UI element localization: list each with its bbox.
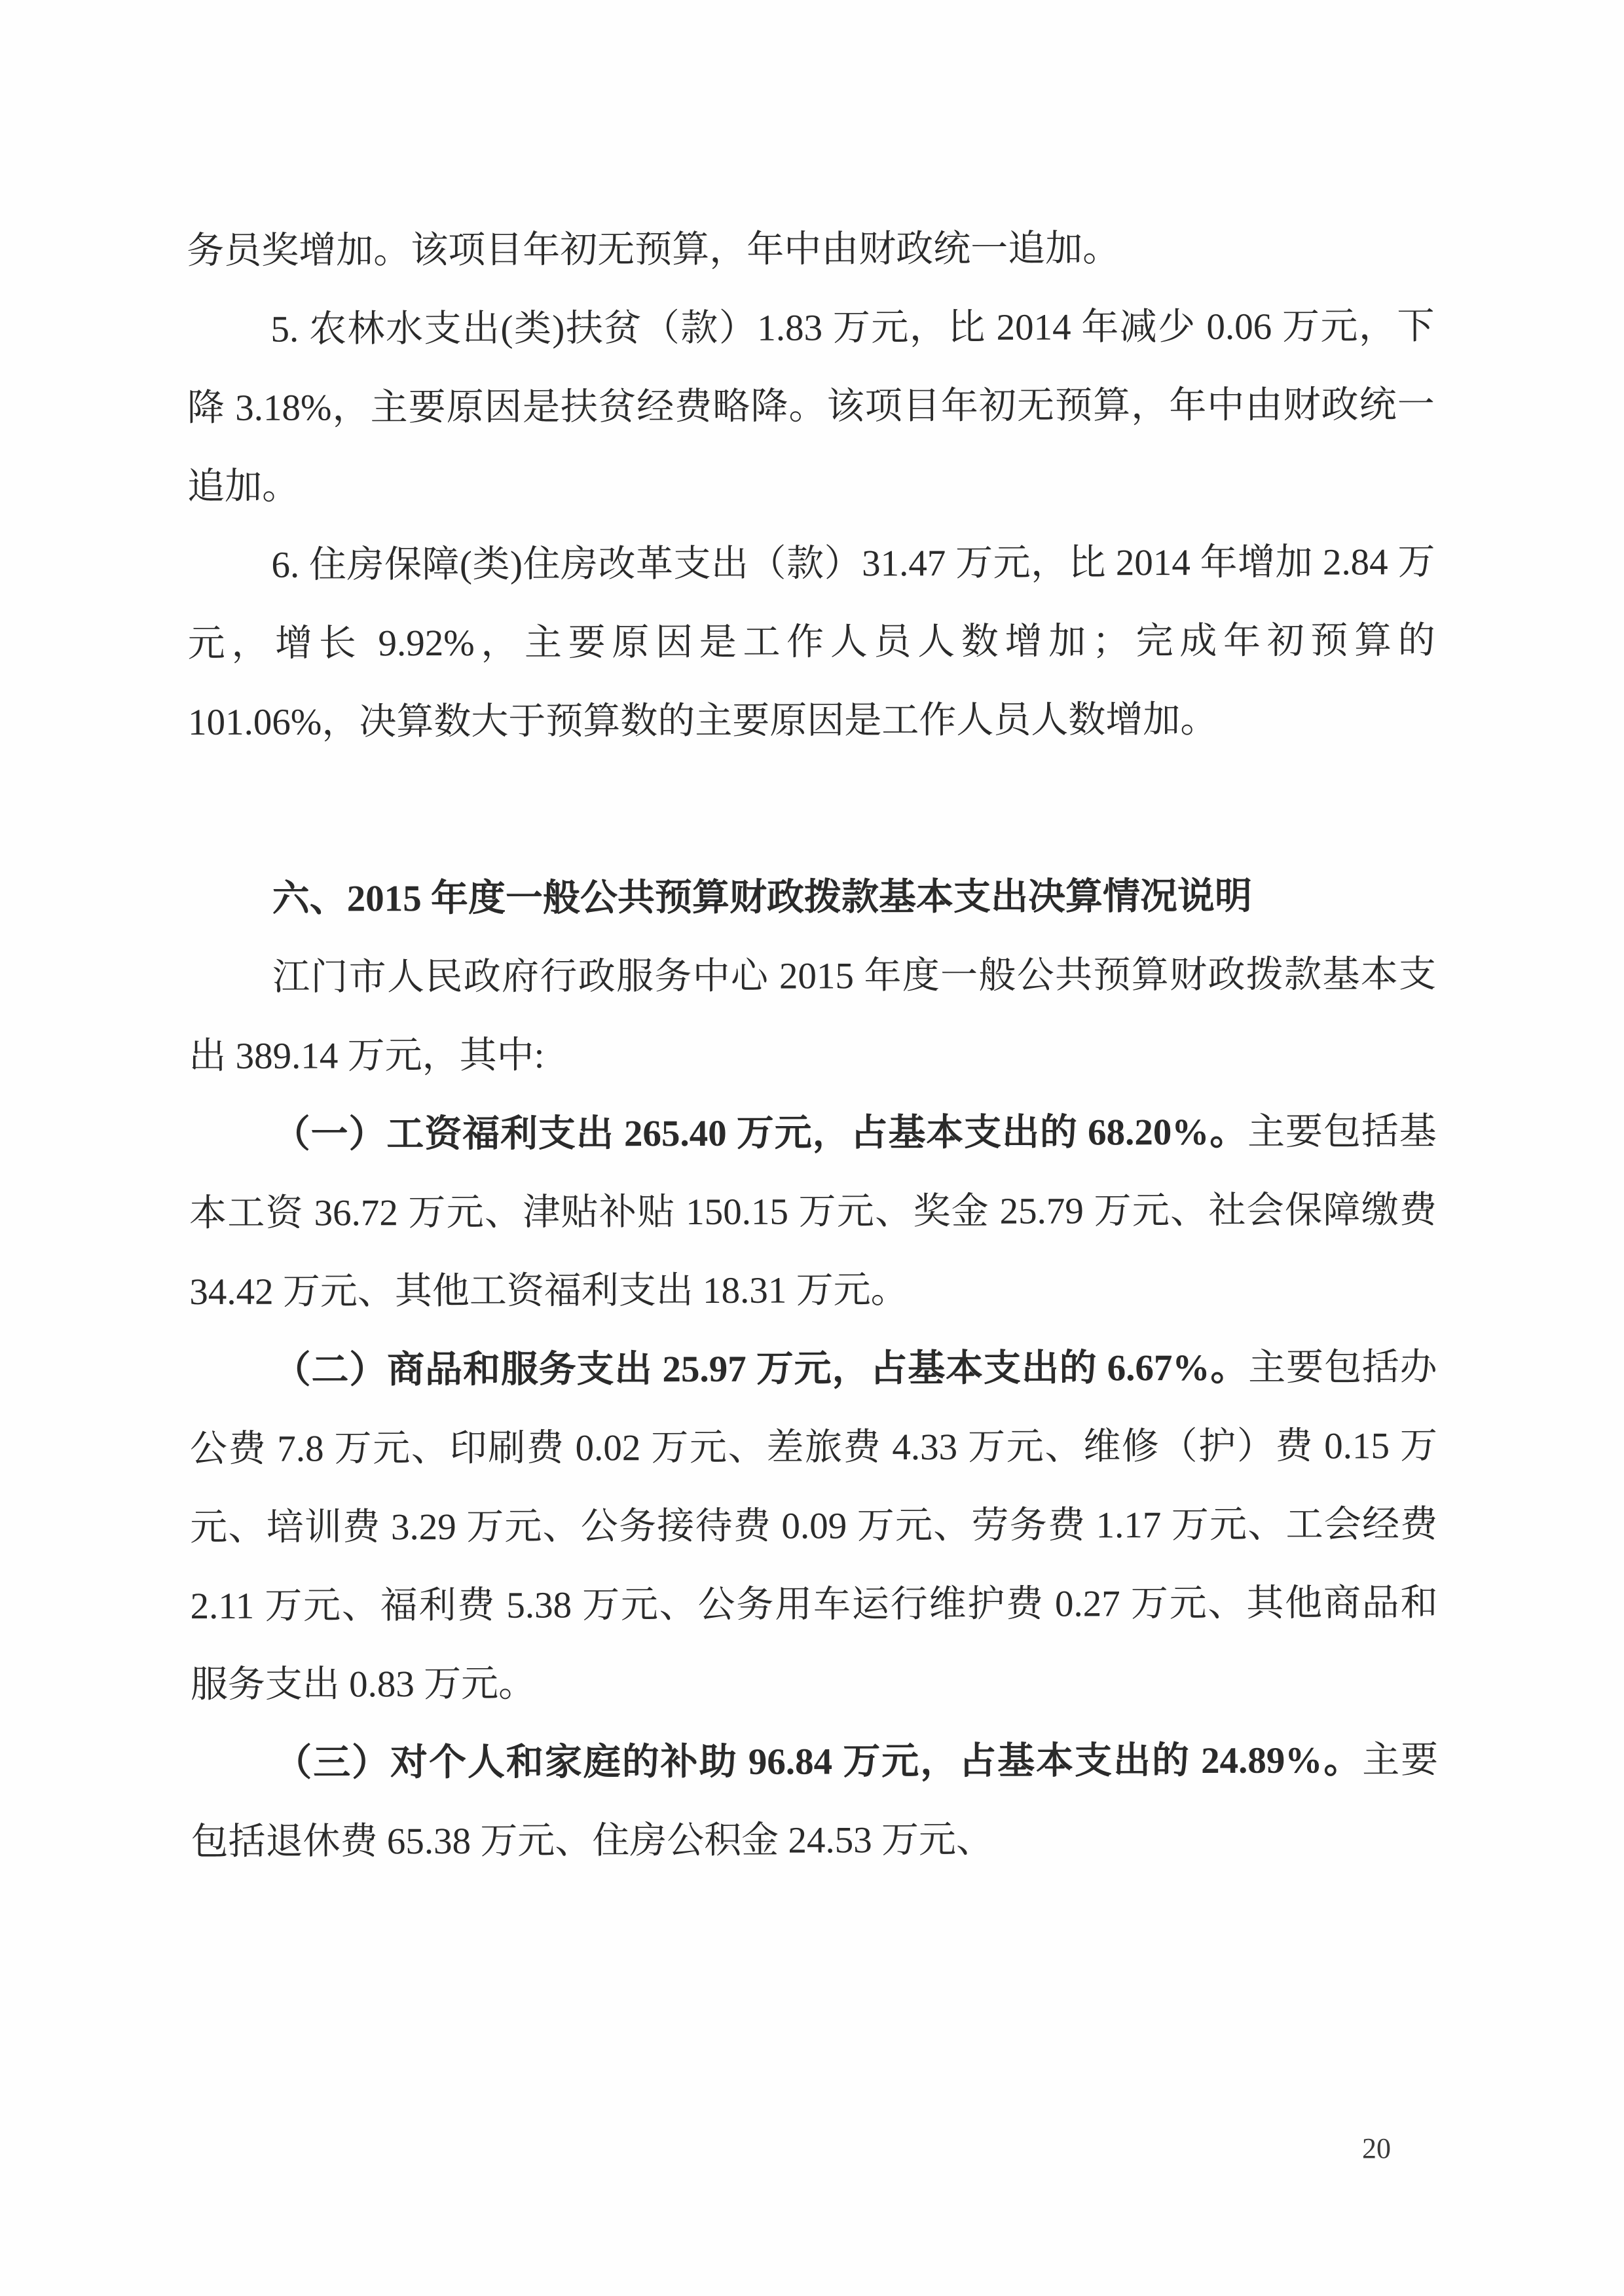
section-heading-text: 六、2015 年度一般公共预算财政拨款基本支出决算情况说明 (272, 875, 1253, 920)
paragraph-text: 江门市人民政府行政服务中心 2015 年度一般公共预算财政拨款基本支出 389.14 万元，其中: (189, 954, 1437, 1077)
paragraph-lead-text: （一）工资福利支出 265.40 万元，占基本支出的 68.20%。 (272, 1111, 1248, 1156)
paragraph-subitem-2 (189, 1328, 1438, 1724)
section-heading (189, 857, 1436, 939)
paragraph-intro (189, 936, 1437, 1096)
paragraph-lead-text: （二）商品和服务支出 25.97 万元，占基本支出的 6.67%。 (273, 1347, 1249, 1391)
paragraph-text: 务员奖增加。该项目年初无预算，年中由财政统一追加。 (187, 228, 1120, 272)
paragraph-text: 6. 住房保障(类)住房改革支出（款）31.47 万元，比 2014 年增加 2.84 万元，增长 9.92%，主要原因是工作人员人数增加；完成年初预算的 101.06%，决算数大于预算数的主要原因是工作人员人数增加。 (187, 541, 1435, 743)
paragraph-text: 主要包括办公费 7.8 万元、印刷费 0.02 万元、差旅费 4.33 万元、维修（护）费 0.15 万元、培训费 3.29 万元、公务接待费 0.09 万元、劳务费 1.17 万元、工会经费 2.11 万元、福利费 5.38 万元、公务用车运行维护费 0.27 万元、其他商品和服务支出 0.83 万元。 (189, 1347, 1438, 1705)
paragraph-text: 主要包括退休费 65.38 万元、住房公积金 24.53 万元、 (191, 1740, 1439, 1863)
paragraph-text: 5. 农林水支出(类)扶贫（款）1.83 万元，比 2014 年减少 0.06 万元，下降 3.18%，主要原因是扶贫经费略降。该项目年初无预算，年中由财政统一追加。 (187, 306, 1435, 507)
paragraph-subitem-1 (189, 1093, 1437, 1332)
paragraph-item-5 (187, 287, 1435, 526)
document-body (187, 209, 1439, 1882)
paragraph-lead-text: （三）对个人和家庭的补助 96.84 万元，占基本支出的 24.89%。 (274, 1740, 1363, 1784)
page-number: 20 (1362, 2132, 1391, 2164)
paragraph-continuation (187, 209, 1434, 291)
paragraph-subitem-3 (191, 1721, 1439, 1882)
paragraph-item-6 (187, 523, 1435, 762)
paragraph-text: 主要包括基本工资 36.72 万元、津贴补贴 150.15 万元、奖金 25.79 万元、社会保障缴费 34.42 万元、其他工资福利支出 18.31 万元。 (189, 1111, 1437, 1313)
